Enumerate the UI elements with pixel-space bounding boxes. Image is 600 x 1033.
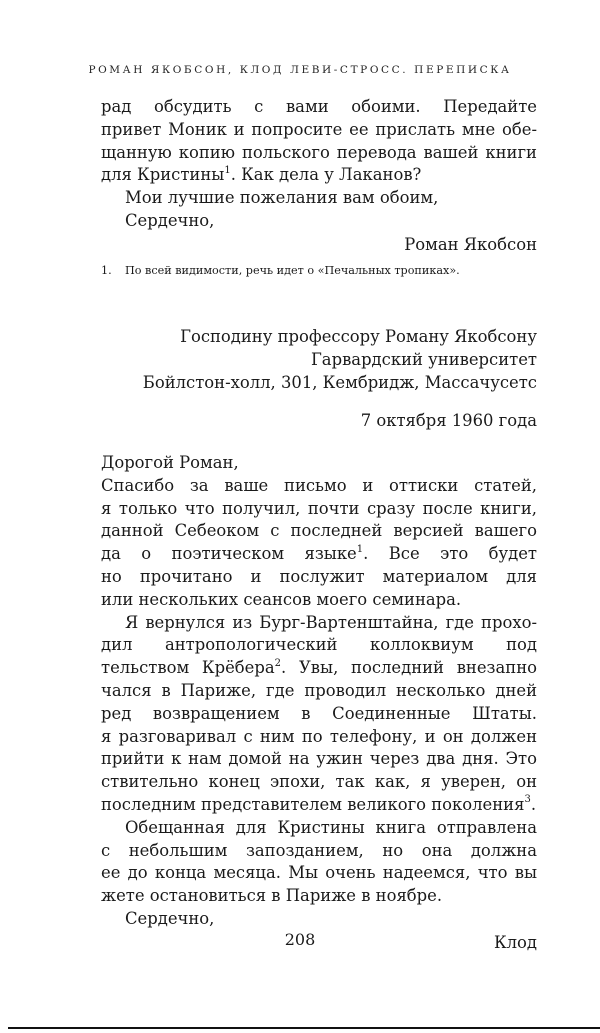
letter2-body [101, 452, 537, 955]
signature: Клод [493, 932, 537, 952]
text-line: я разговаривал с ним по телефону, и он должен [101, 726, 537, 746]
text-line: я только что получил, почти сразу после книги, [101, 498, 537, 518]
address-line: Господину профессору Роману Якобсону [180, 327, 537, 346]
text-line: прийти к нам домой на ужин через два дня. Это [101, 749, 537, 769]
text-line: рад обсудить с вами обоими. Передайте [101, 97, 537, 116]
text-line: данной Себеоком с последней версией вашего [101, 521, 537, 541]
closing-line: Сердечно, [125, 210, 215, 230]
page-number: 208 [284, 930, 316, 949]
text-line: но прочитано и послужит материалом для [101, 566, 537, 586]
address-block [101, 326, 537, 394]
address-line: Бойлстон-холл, 301, Кембридж, Массачусетс [142, 372, 537, 392]
wishes-line: Мои лучшие пожелания вам обоим, [125, 188, 439, 208]
text-line: чался в Париже, где проводил несколько дней [101, 680, 537, 700]
text-line: щанную копию польского перевода вашей книги [101, 142, 537, 162]
text-line: для Кристины$^1$. Как дела у Лаканов? [101, 164, 422, 185]
text-line: привет Моник и попросите ее прислать мне обе- [101, 119, 537, 139]
text-line: с небольшим запозданием, но она должна [101, 840, 537, 860]
footnote-ref: 1 [356, 543, 364, 555]
text-line: дил антропологический коллоквиум под [101, 635, 537, 655]
running-header: РОМАН ЯКОБСОН, КЛОД ЛЕВИ-СТРОСС. ПЕРЕПИСКА [88, 64, 512, 76]
footnote-text: По всей видимости, речь идет о «Печальных тропиках». [125, 264, 460, 277]
text-line: Обещанная для Кристины книга отправлена [125, 817, 537, 837]
text-line: жете остановиться в Париже в ноябре. [101, 886, 443, 906]
text-line: тельством Крёбера$^2$. Увы, последний внезапно [101, 657, 537, 678]
text-line: Спасибо за ваше письмо и оттиски статей, [101, 475, 537, 495]
bottom-rule [8, 1027, 600, 1029]
footnote-ref: 1 [224, 164, 231, 176]
text-line: последним представителем великого поколения$^3$. [101, 794, 537, 814]
text-line: ствительно конец эпохи, так как, я уверен, он [101, 772, 537, 792]
footnote-ref: 3 [524, 794, 531, 806]
salutation: Дорогой Роман, [101, 453, 239, 472]
address-line: Гарвардский университет [310, 349, 537, 369]
letter-date: 7 октября 1960 года [360, 411, 537, 430]
footnote [101, 263, 541, 279]
letter1-body [101, 96, 537, 257]
text-line: или нескольких сеансов моего семинара. [101, 589, 462, 609]
text-line: ее до конца месяца. Мы очень надеемся, что вы [101, 863, 537, 883]
closing-line: Сердечно, [125, 908, 215, 928]
text-line: да о поэтическом языке$^1$. Все это будет [101, 543, 537, 564]
signature: Роман Якобсон [404, 234, 537, 254]
text-line: ред возвращением в Соединенные Штаты. [101, 703, 537, 723]
text-line: Я вернулся из Бург-Вартенштайна, где прохо- [125, 612, 537, 632]
footnote-number: 1. [101, 264, 112, 277]
footnote-ref: 2 [274, 657, 282, 669]
